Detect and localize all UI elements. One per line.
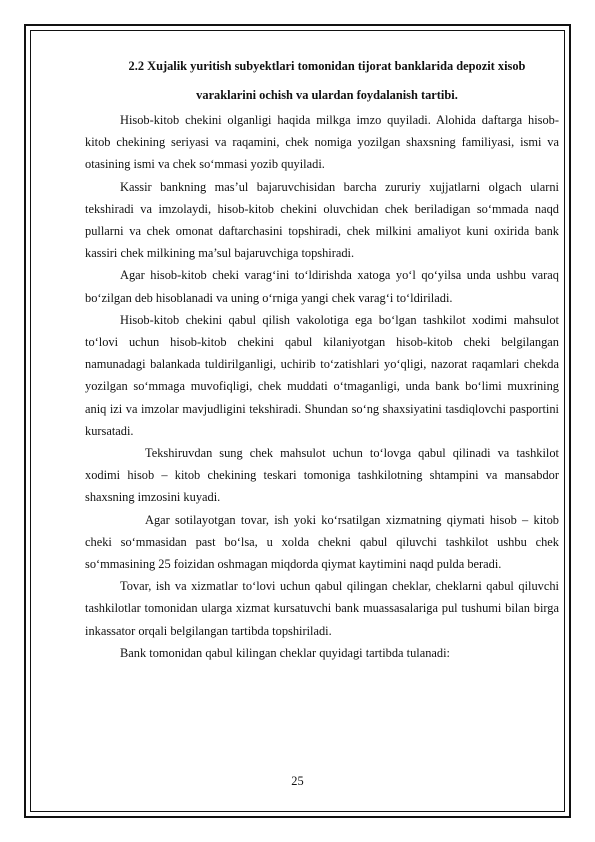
section-title-line-1: 2.2 Xujalik yuritish subyektlari tomonidan tijorat banklarida depozit xisob bbox=[128, 59, 526, 73]
paragraph: Agar hisob-kitob cheki varag‘ini to‘ldirishda xatoga yo‘l qo‘yilsa unda ushbu varaq bo‘zilgan deb hisoblanadi va uning o‘rniga yangi chek varag‘i to‘ldiriladi. bbox=[85, 268, 559, 305]
section-title-line-2: varaklarini ochish va ulardan foydalanish tartibi. bbox=[196, 87, 458, 102]
page-number: 25 bbox=[291, 774, 304, 788]
paragraph: Bank tomonidan qabul kilingan cheklar quyidagi tartibda tulanadi: bbox=[120, 645, 450, 660]
section-title bbox=[85, 52, 559, 109]
paragraph: Kassir bankning mas’ul bajaruvchisidan barcha zururiy xujjatlarni olgach ularni tekshiradi va imzolaydi, hisob-kitob chekini oluvchidan chek beriladigan so‘mmada naqd pullarni va chek omonat daftarchasini topshiradi, chek milkini amaliyot kuni oxirida bank kassiri chek milkining ma’sul bajaruvchiga topshiradi. bbox=[85, 179, 559, 261]
paragraph: Tovar, ish va xizmatlar to‘lovi uchun qabul qilingan cheklar, cheklarni qabul qiluvchi tashkilotlar tomonidan ularga xizmat kursatuvchi bank muassasalariga pul tushumi bilan birga inkassator orqali belgilangan tartibda topshiriladi. bbox=[85, 579, 559, 638]
paragraph: Hisob-kitob chekini olganligi haqida milkga imzo quyiladi. Alohida daftarga hisob-kitob chekining seriyasi va raqamini, chek nomiga yozilgan shaxsning familiyasi, ismi va otasining ismi va chek so‘mmasi yozib quyiladi. bbox=[85, 113, 559, 172]
document-body bbox=[85, 52, 559, 664]
paragraph: Tekshiruvdan sung chek mahsulot uchun to‘lovga qabul qilinadi va tashkilot xodimi hisob – kitob chekining teskari tomoniga tashkilotning shtampini va mansabdor shaxsning imzosini kuyadi. bbox=[85, 446, 559, 505]
paragraph: Hisob-kitob chekini qabul qilish vakolotiga ega bo‘lgan tashkilot xodimi mahsulot to‘lovi uchun hisob-kitob chekini qabul kilaniyotgan hisob-kitob cheki belgilangan namunadagi balankada tuldirilganligi, uchirib to‘zatishlari yo‘qligi, nazorat raqamlari chekda yozilgan so‘mmaga muvofiqligi, chek muddati o‘tmaganligi, unda bank bo‘limi muxrining aniq izi va imzolar mavjudligini tekshiradi. Shundan so‘ng shaxsiyatini tasdiqlovchi pasportini kursatadi. bbox=[85, 312, 559, 438]
paragraph: Agar sotilayotgan tovar, ish yoki ko‘rsatilgan xizmatning qiymati hisob – kitob cheki so‘mmasidan past bo‘lsa, u xolda chekni qabul qiluvchi tashkilot ushbu chek so‘mmasining 25 foizidan oshmagan miqdorda qiymat kaytimini naqd pulda beradi. bbox=[85, 512, 559, 572]
